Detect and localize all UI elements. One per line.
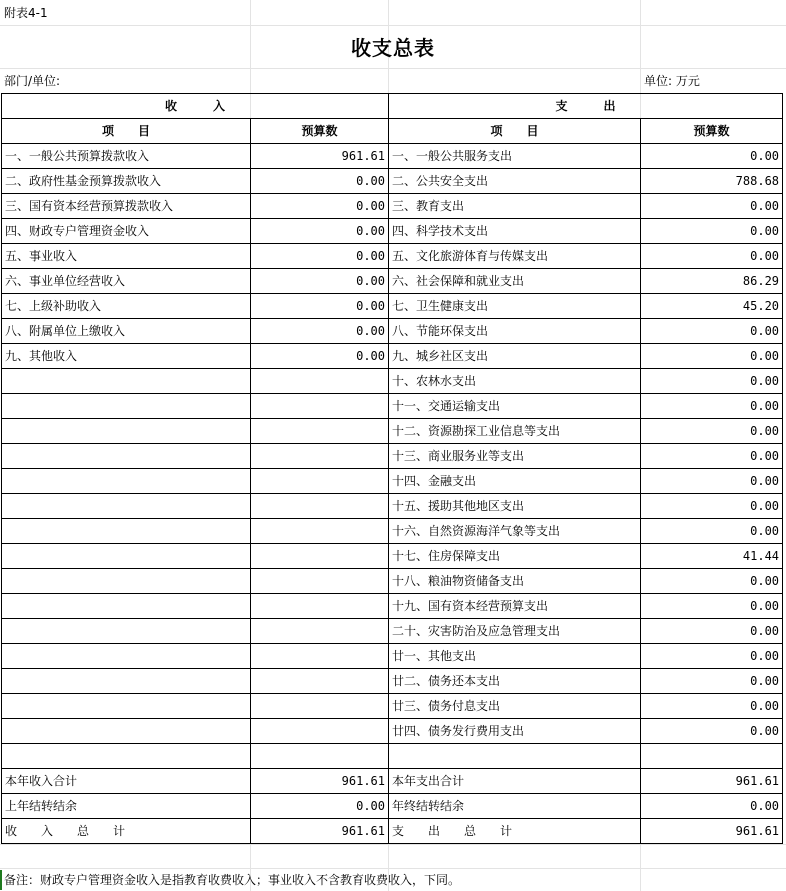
income-value-cell: 0.00 (251, 219, 389, 244)
income-item-cell (2, 594, 251, 619)
expense-value-cell: 0.00 (641, 144, 783, 169)
expense-value-cell: 0.00 (641, 569, 783, 594)
table-row (2, 419, 783, 444)
expense-item-cell: 支 出 总 计 (389, 819, 641, 844)
expense-value-cell: 0.00 (641, 444, 783, 469)
expense-value-cell: 0.00 (641, 669, 783, 694)
attachment-label: 附表4-1 (4, 6, 48, 20)
expense-item-cell: 十八、粮油物资储备支出 (389, 569, 641, 594)
income-value-cell: 0.00 (251, 294, 389, 319)
income-item-cell: 九、其他收入 (2, 344, 251, 369)
income-item-cell: 四、财政专户管理资金收入 (2, 219, 251, 244)
income-item-cell (2, 669, 251, 694)
expense-item-cell: 廿四、债务发行费用支出 (389, 719, 641, 744)
table-row (2, 769, 783, 794)
table-row (2, 594, 783, 619)
expense-value-cell: 0.00 (641, 219, 783, 244)
income-item-cell: 本年收入合计 (2, 769, 251, 794)
income-item-cell (2, 469, 251, 494)
expense-item-cell: 七、卫生健康支出 (389, 294, 641, 319)
expense-item-cell: 十三、商业服务业等支出 (389, 444, 641, 469)
income-value-cell (251, 394, 389, 419)
income-value-cell (251, 744, 389, 769)
income-item-cell (2, 544, 251, 569)
income-item-cell (2, 644, 251, 669)
expense-header: 支 出 (389, 94, 783, 119)
income-value-cell (251, 544, 389, 569)
income-value-cell (251, 594, 389, 619)
expense-item-cell: 十一、交通运输支出 (389, 394, 641, 419)
income-value-cell: 0.00 (251, 194, 389, 219)
expense-item-cell: 十四、金融支出 (389, 469, 641, 494)
expense-value-cell: 0.00 (641, 194, 783, 219)
expense-value-cell: 961.61 (641, 769, 783, 794)
expense-value-cell: 86.29 (641, 269, 783, 294)
expense-value-cell: 0.00 (641, 369, 783, 394)
table-row (2, 694, 783, 719)
table-row (2, 669, 783, 694)
income-value-cell (251, 719, 389, 744)
table-row (2, 819, 783, 844)
income-item-cell: 二、政府性基金预算拨款收入 (2, 169, 251, 194)
budget-table (1, 93, 783, 844)
income-value-cell (251, 694, 389, 719)
table-row (2, 519, 783, 544)
income-value-cell: 961.61 (251, 819, 389, 844)
expense-item-cell: 十九、国有资本经营预算支出 (389, 594, 641, 619)
expense-item-cell: 十二、资源勘探工业信息等支出 (389, 419, 641, 444)
income-item-cell (2, 519, 251, 544)
expense-value-cell: 0.00 (641, 694, 783, 719)
expense-value-cell: 0.00 (641, 794, 783, 819)
expense-value-cell: 0.00 (641, 319, 783, 344)
unit-label: 单位: 万元 (644, 74, 700, 88)
income-item-cell: 六、事业单位经营收入 (2, 269, 251, 294)
income-item-cell (2, 394, 251, 419)
table-row (2, 319, 783, 344)
income-item-cell (2, 694, 251, 719)
page-title: 收支总表 (351, 36, 435, 60)
income-item-cell (2, 719, 251, 744)
income-header: 收 入 (2, 94, 389, 119)
table-row (2, 644, 783, 669)
expense-item-cell: 二十、灾害防治及应急管理支出 (389, 619, 641, 644)
income-value-cell (251, 469, 389, 494)
table-row (2, 394, 783, 419)
expense-value-cell: 788.68 (641, 169, 783, 194)
income-item-cell: 一、一般公共预算拨款收入 (2, 144, 251, 169)
income-value-cell (251, 669, 389, 694)
expense-item-cell: 六、社会保障和就业支出 (389, 269, 641, 294)
column-header-row (2, 119, 783, 144)
expense-value-cell: 961.61 (641, 819, 783, 844)
expense-item-cell: 一、一般公共服务支出 (389, 144, 641, 169)
expense-value-cell: 41.44 (641, 544, 783, 569)
expense-item-cell: 廿二、债务还本支出 (389, 669, 641, 694)
income-value-cell: 0.00 (251, 269, 389, 294)
income-item-cell (2, 744, 251, 769)
expense-value-cell (641, 744, 783, 769)
expense-value-cell: 0.00 (641, 244, 783, 269)
table-row (2, 219, 783, 244)
expense-item-cell: 廿三、债务付息支出 (389, 694, 641, 719)
income-item-cell: 收 入 总 计 (2, 819, 251, 844)
income-value-cell: 0.00 (251, 319, 389, 344)
table-row (2, 294, 783, 319)
expense-item-cell: 十六、自然资源海洋气象等支出 (389, 519, 641, 544)
expense-value-cell: 0.00 (641, 344, 783, 369)
table-row (2, 544, 783, 569)
table-row (2, 719, 783, 744)
table-row (2, 469, 783, 494)
expense-item-header: 项 目 (389, 119, 641, 144)
income-item-header: 项 目 (2, 119, 251, 144)
table-row (2, 194, 783, 219)
expense-item-cell: 三、教育支出 (389, 194, 641, 219)
expense-value-cell: 0.00 (641, 719, 783, 744)
footnote: 备注：财政专户管理资金收入是指教育收费收入；事业收入不含教育收费收入，下同。 (4, 873, 461, 887)
expense-value-cell: 0.00 (641, 619, 783, 644)
expense-item-cell: 五、文化旅游体育与传媒支出 (389, 244, 641, 269)
income-value-cell (251, 619, 389, 644)
income-value-cell (251, 369, 389, 394)
income-item-cell (2, 369, 251, 394)
expense-item-cell: 十、农林水支出 (389, 369, 641, 394)
table-row (2, 169, 783, 194)
income-item-cell (2, 569, 251, 594)
income-item-cell: 三、国有资本经营预算拨款收入 (2, 194, 251, 219)
income-item-cell: 七、上级补助收入 (2, 294, 251, 319)
table-row (2, 619, 783, 644)
table-row (2, 269, 783, 294)
expense-item-cell: 十七、住房保障支出 (389, 544, 641, 569)
expense-item-cell: 八、节能环保支出 (389, 319, 641, 344)
income-value-cell (251, 444, 389, 469)
expense-budget-header: 预算数 (641, 119, 783, 144)
table-row (2, 144, 783, 169)
income-value-cell: 0.00 (251, 169, 389, 194)
expense-value-cell: 45.20 (641, 294, 783, 319)
income-value-cell: 961.61 (251, 144, 389, 169)
table-row (2, 444, 783, 469)
income-budget-header: 预算数 (251, 119, 389, 144)
income-item-cell: 上年结转结余 (2, 794, 251, 819)
income-value-cell: 0.00 (251, 344, 389, 369)
expense-value-cell: 0.00 (641, 494, 783, 519)
cell-marker (0, 870, 2, 890)
expense-item-cell: 二、公共安全支出 (389, 169, 641, 194)
expense-item-cell: 廿一、其他支出 (389, 644, 641, 669)
expense-item-cell: 九、城乡社区支出 (389, 344, 641, 369)
expense-value-cell: 0.00 (641, 394, 783, 419)
expense-item-cell (389, 744, 641, 769)
income-item-cell: 五、事业收入 (2, 244, 251, 269)
expense-item-cell: 本年支出合计 (389, 769, 641, 794)
expense-value-cell: 0.00 (641, 419, 783, 444)
table-row (2, 794, 783, 819)
income-value-cell (251, 494, 389, 519)
income-value-cell (251, 644, 389, 669)
income-item-cell (2, 494, 251, 519)
expense-value-cell: 0.00 (641, 644, 783, 669)
income-value-cell (251, 519, 389, 544)
expense-item-cell: 四、科学技术支出 (389, 219, 641, 244)
table-row (2, 494, 783, 519)
income-value-cell (251, 419, 389, 444)
table-row (2, 744, 783, 769)
table-row (2, 569, 783, 594)
income-item-cell: 八、附属单位上缴收入 (2, 319, 251, 344)
expense-value-cell: 0.00 (641, 469, 783, 494)
expense-value-cell: 0.00 (641, 519, 783, 544)
income-value-cell: 961.61 (251, 769, 389, 794)
income-item-cell (2, 619, 251, 644)
income-value-cell: 0.00 (251, 244, 389, 269)
table-row (2, 369, 783, 394)
expense-value-cell: 0.00 (641, 594, 783, 619)
expense-item-cell: 十五、援助其他地区支出 (389, 494, 641, 519)
expense-item-cell: 年终结转结余 (389, 794, 641, 819)
income-value-cell (251, 569, 389, 594)
department-label: 部门/单位: (4, 74, 61, 88)
income-item-cell (2, 444, 251, 469)
gridline (0, 844, 786, 845)
section-header-row (2, 94, 783, 119)
table-row (2, 344, 783, 369)
income-item-cell (2, 419, 251, 444)
table-row (2, 244, 783, 269)
income-value-cell: 0.00 (251, 794, 389, 819)
